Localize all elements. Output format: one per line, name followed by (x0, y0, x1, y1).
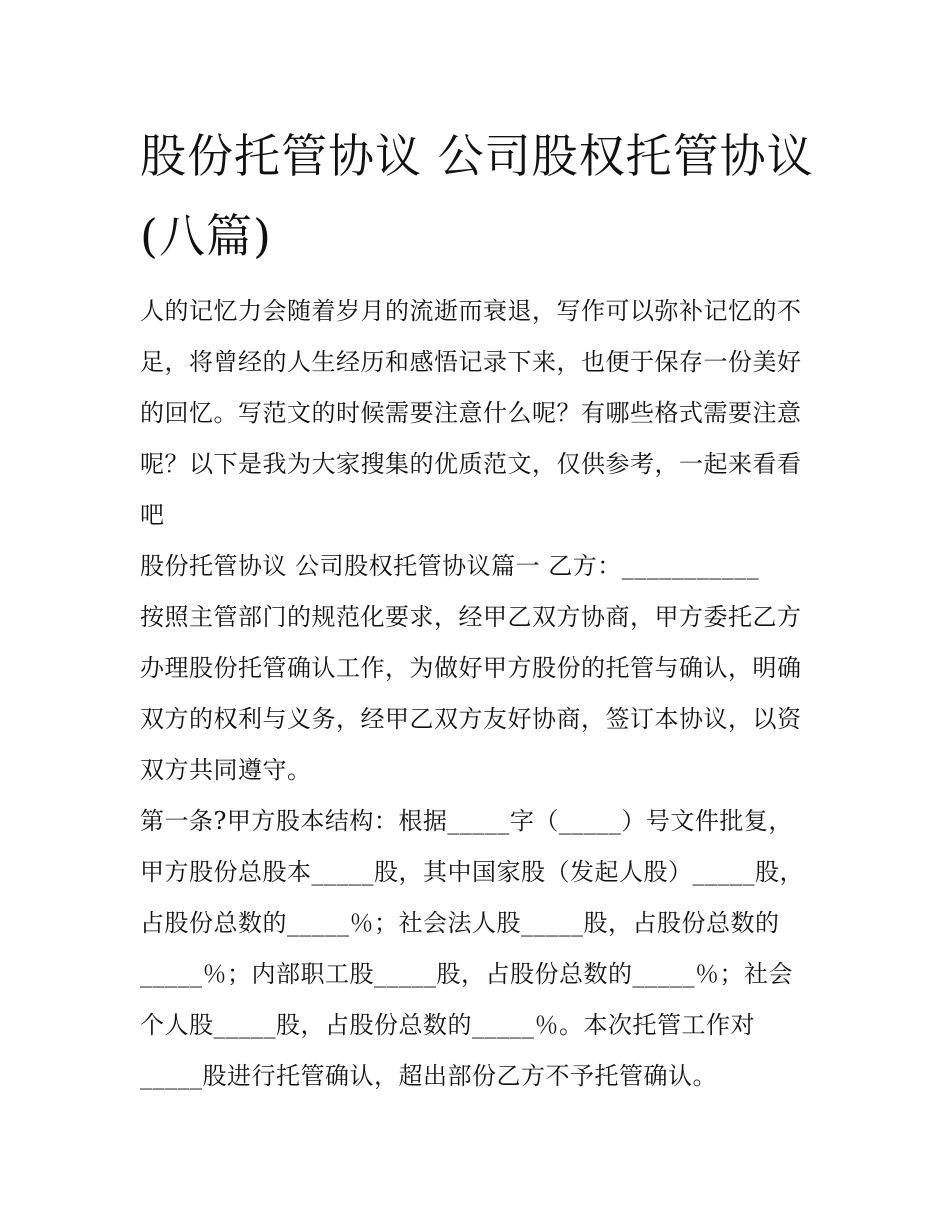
article-one-paragraph: 第一条?甲方股本结构：根据_____字（_____）号文件批复，甲方股份总股本_____股，其中国家股（发起人股）_____股，占股份总数的_____％；社会法人股_____股，占股份总数的_____％；内部职工股_____股，占股份总数的_____％；社会个人股_____股，占股份总数的_____％。本次托管工作对_____股进行托管确认，超出部份乙方不予托管确认。 (140, 807, 804, 1090)
document-body (140, 116, 815, 1102)
intro-paragraph: 人的记忆力会随着岁月的流逝而衰退，写作可以弥补记忆的不足，将曾经的人生经历和感悟记录下来，也便于保存一份美好的回忆。写范文的时候需要注意什么呢？有哪些格式需要注意呢？以下是我为大家搜集的优质范文，仅供参考，一起来看看吧 (140, 297, 802, 529)
section-heading: 股份托管协议 公司股权托管协议篇一 乙方：___________ (140, 552, 760, 580)
document-title: 股份托管协议 公司股权托管协议(八篇) (140, 129, 814, 263)
agreement-preamble: 按照主管部门的规范化要求，经甲乙双方协商，甲方委托乙方办理股份托管确认工作，为做好甲方股份的托管与确认，明确双方的权利与义务，经甲乙双方友好协商，签订本协议，以资双方共同遵守。 (140, 603, 802, 784)
